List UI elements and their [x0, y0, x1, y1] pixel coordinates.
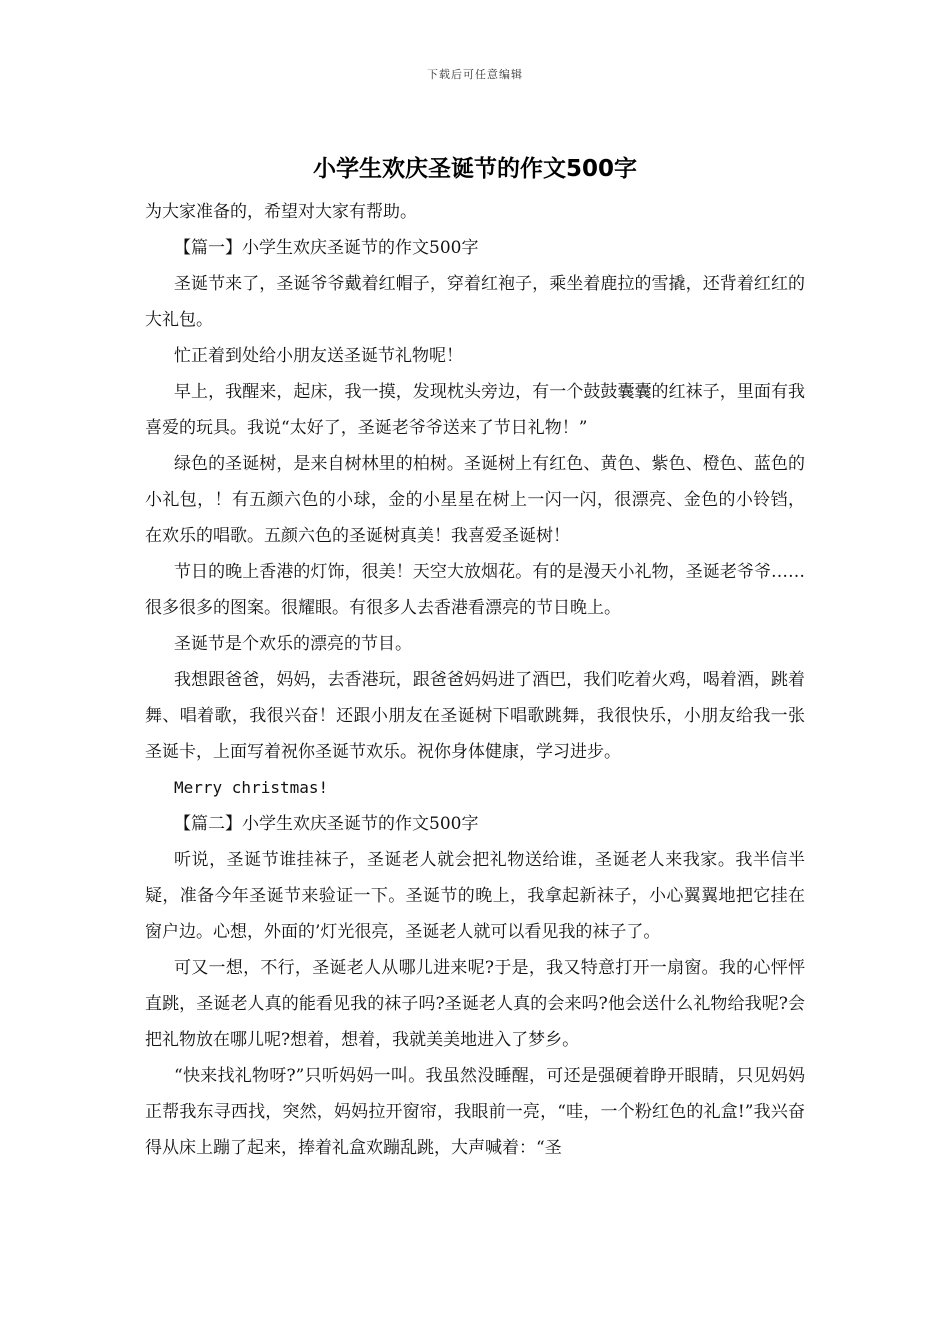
paragraph: 节日的晚上香港的灯饰，很美！天空大放烟花。有的是漫天小礼物，圣诞老爷爷……很多很多的图案。很耀眼。有很多人去香港看漂亮的节日晚上。 [145, 562, 805, 618]
paragraph: 绿色的圣诞树，是来自树林里的柏树。圣诞树上有红色、黄色、紫色、橙色、蓝色的小礼包，！有五颜六色的小球，金的小星星在树上一闪一闪，很漂亮、金色的小铃铛，在欢乐的唱歌。五颜六色的圣诞树真美！我喜爱圣诞树！ [145, 454, 805, 546]
header-watermark: 下载后可任意编辑 [427, 68, 523, 81]
section-heading-1: 【篇一】小学生欢庆圣诞节的作文500字 [174, 238, 479, 258]
section-heading-2: 【篇二】小学生欢庆圣诞节的作文500字 [174, 814, 479, 834]
paragraph: 圣诞节是个欢乐的漂亮的节目。 [174, 634, 412, 654]
paragraph: 我想跟爸爸，妈妈，去香港玩，跟爸爸妈妈进了酒巴，我们吃着火鸡，喝着酒，跳着舞、唱着歌，我很兴奋！还跟小朋友在圣诞树下唱歌跳舞，我很快乐，小朋友给我一张圣诞卡，上面写着祝你圣诞节欢乐。祝你身体健康，学习进步。 [145, 670, 805, 762]
paragraph: 可又一想，不行，圣诞老人从哪儿进来呢?于是，我又特意打开一扇窗。我的心怦怦直跳，圣诞老人真的能看见我的袜子吗?圣诞老人真的会来吗?他会送什么礼物给我呢?会把礼物放在哪儿呢?想着，想着，我就美美地进入了梦乡。 [145, 958, 805, 1050]
paragraph: 听说，圣诞节谁挂袜子，圣诞老人就会把礼物送给谁，圣诞老人来我家。我半信半疑，准备今年圣诞节来验证一下。圣诞节的晚上，我拿起新袜子，小心翼翼地把它挂在窗户边。心想，外面的’灯光很亮，圣诞老人就可以看见我的袜子了。 [145, 850, 805, 942]
paragraph: 圣诞节来了，圣诞爷爷戴着红帽子，穿着红袍子，乘坐着鹿拉的雪撬，还背着红红的大礼包。 [145, 274, 805, 330]
paragraph: 忙正着到处给小朋友送圣诞节礼物呢！ [174, 346, 463, 366]
document-body [145, 194, 805, 1166]
paragraph: “快来找礼物呀?”只听妈妈一叫。我虽然没睡醒，可还是强硬着睁开眼睛，只见妈妈正帮我东寻西找，突然，妈妈拉开窗帘，我眼前一亮，“哇，一个粉红色的礼盒!”我兴奋得从床上蹦了起来，捧着礼盒欢蹦乱跳，大声喊着：“圣 [145, 1066, 805, 1158]
paragraph-english: Merry christmas! [174, 778, 329, 797]
paragraph-intro: 为大家准备的，希望对大家有帮助。 [145, 202, 417, 222]
document-title: 小学生欢庆圣诞节的作文500字 [312, 156, 637, 182]
paragraph: 早上，我醒来，起床，我一摸，发现枕头旁边，有一个鼓鼓囊囊的红袜子，里面有我喜爱的玩具。我说“太好了，圣诞老爷爷送来了节日礼物！” [145, 382, 805, 438]
